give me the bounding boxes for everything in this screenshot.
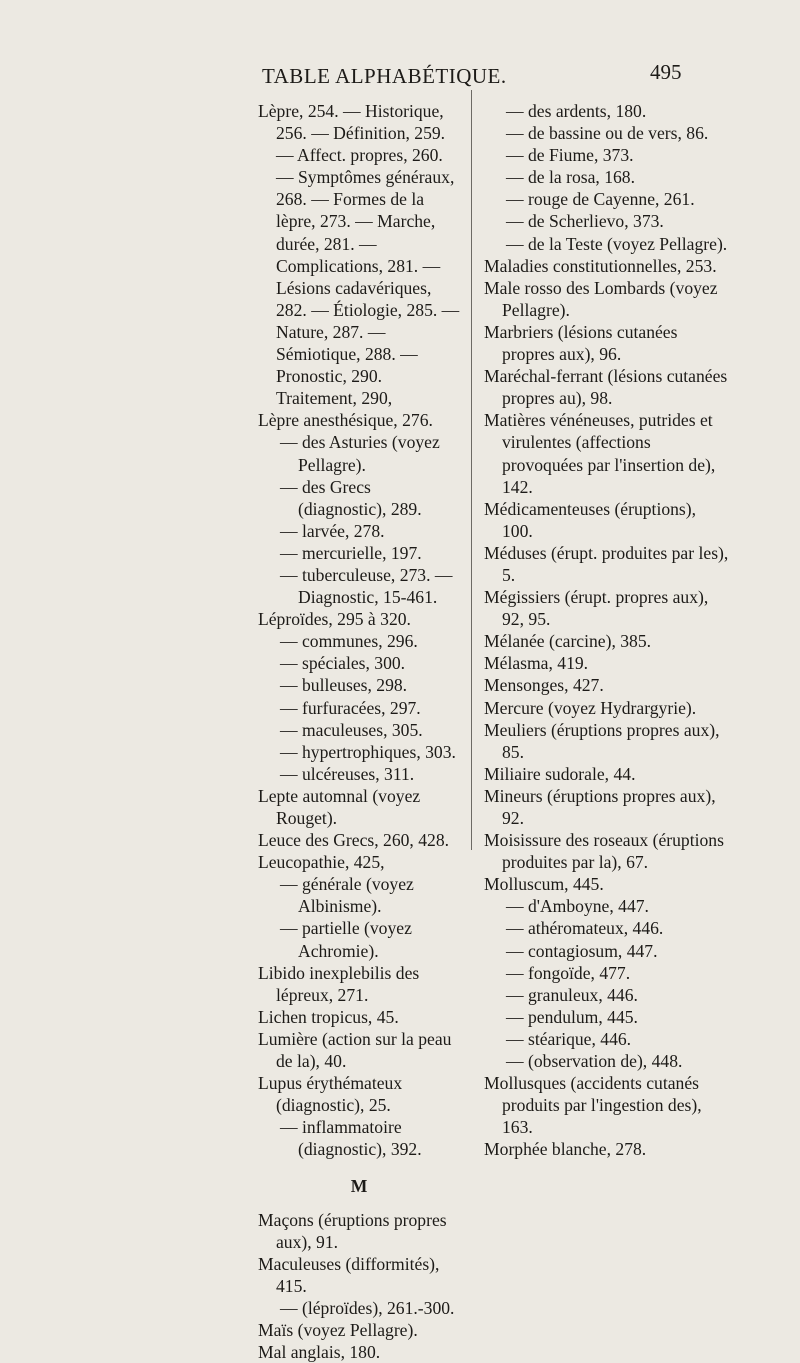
index-subentry: — rouge de Cayenne, 261. xyxy=(506,189,695,210)
index-entry: Maculeuses (difformités), 415. xyxy=(258,1253,440,1296)
index-entry: Lepte automnal (voyez Rouget). xyxy=(258,785,421,828)
index-entry: Lupus érythémateux (diagnostic), 25. xyxy=(258,1073,403,1116)
index-entry: Leuce des Grecs, 260, 428. xyxy=(258,830,450,851)
index-entry: Mélanée (carcine), 385. xyxy=(484,631,652,652)
index-entry: Lumière (action sur la peau de la), 40. xyxy=(258,1028,452,1072)
index-subentry: — stéarique, 446. xyxy=(506,1028,632,1049)
index-subentry: — communes, 296. xyxy=(280,631,418,652)
index-subentry: — pendulum, 445. xyxy=(506,1006,638,1027)
index-column-left xyxy=(258,100,460,1363)
index-entry: Miliaire sudorale, 44. xyxy=(484,763,636,784)
index-subentry: — granuleux, 446. xyxy=(506,984,638,1005)
index-subentry: — (léproïdes), 261.-300. xyxy=(280,1297,455,1318)
index-entry: Molluscum, 445. xyxy=(484,874,604,895)
index-entry: Mensonges, 427. xyxy=(484,675,604,696)
index-entry: Maïs (voyez Pellagre). xyxy=(258,1320,418,1341)
page-number: 495 xyxy=(650,60,682,84)
index-subentry: — larvée, 278. xyxy=(280,520,385,541)
index-entry: Mineurs (éruptions propres aux), 92. xyxy=(484,785,716,828)
index-subentry: — de Scherlievo, 373. xyxy=(506,211,664,232)
index-subentry: — partielle (voyez Achromie). xyxy=(280,918,412,961)
index-entry: Maçons (éruptions propres aux), 91. xyxy=(258,1209,447,1252)
page-header xyxy=(0,58,800,92)
index-entry: Mal anglais, 180. xyxy=(258,1342,381,1363)
index-entry: Leucopathie, 425, xyxy=(258,852,385,873)
index-subentry: — maculeuses, 305. xyxy=(280,719,423,740)
index-entry: Léproïdes, 295 à 320. xyxy=(258,609,411,630)
index-entry: Meuliers (éruptions propres aux), 85. xyxy=(484,719,720,762)
index-entry: Mégissiers (érupt. propres aux), 92, 95. xyxy=(484,587,709,630)
index-entry: Mélasma, 419. xyxy=(484,653,589,674)
section-letter: M xyxy=(350,1175,368,1196)
index-subentry: — tuberculeuse, 273. — Diagnostic, 15-461. xyxy=(280,564,453,608)
index-subentry: — ulcéreuses, 311. xyxy=(280,763,415,784)
index-subentry: — inflammatoire (diagnostic), 392. xyxy=(280,1117,422,1160)
index-entry: Méduses (érupt. produites par les), 5. xyxy=(484,542,729,585)
index-entry: Matières vénéneuses, putrides et virulentes (affections provoquées par l'insertion de), 142. xyxy=(484,410,716,497)
index-subentry: — hypertrophiques, 303. xyxy=(280,741,456,762)
index-entry: Mollusques (accidents cutanés produits par l'ingestion des), 163. xyxy=(484,1073,702,1138)
index-subentry: — athéromateux, 446. xyxy=(506,918,664,939)
column-divider xyxy=(471,90,472,850)
index-subentry: — furfuracées, 297. xyxy=(280,697,421,718)
index-column-right xyxy=(484,100,729,1161)
index-subentry: — bulleuses, 298. xyxy=(280,675,408,696)
index-subentry: — (observation de), 448. xyxy=(506,1051,683,1072)
running-title: TABLE ALPHABÉTIQUE. xyxy=(262,64,507,88)
index-entry: Morphée blanche, 278. xyxy=(484,1139,647,1160)
index-subentry: — des Grecs (diagnostic), 289. xyxy=(280,476,422,519)
index-subentry: — de Fiume, 373. xyxy=(506,145,634,166)
index-entry: Lichen tropicus, 45. xyxy=(258,1006,399,1027)
index-subentry: — de la Teste (voyez Pellagre). xyxy=(506,233,728,254)
index-subentry: — de bassine ou de vers, 86. xyxy=(506,123,709,144)
index-entry: Libido inexplebilis des lépreux, 271. xyxy=(258,962,420,1005)
index-entry: Male rosso des Lombards (voyez Pellagre). xyxy=(484,277,718,320)
index-subentry: — de la rosa, 168. xyxy=(506,167,635,188)
index-entry: Lèpre, 254. — Historique, 256. — Définition, 259. — Affect. propres, 260. — Symptômes généraux, 268. — Formes de la lèpre, 273. — Marche, durée, 281. — Complications, 281. — Lésions cadavériques, 282. — Étiologie, 285. — Nature, 287. — Sémiotique, 288. — Pronostic, 290. Traitement, 290, xyxy=(258,101,460,409)
index-subentry: — contagiosum, 447. xyxy=(506,940,658,961)
index-entry: Maréchal-ferrant (lésions cutanées propres au), 98. xyxy=(484,366,728,409)
index-subentry: — d'Amboyne, 447. xyxy=(506,896,649,917)
index-entry: Lèpre anesthésique, 276. xyxy=(258,410,433,431)
index-subentry: — générale (voyez Albinisme). xyxy=(280,874,414,917)
index-subentry: — fongoïde, 477. xyxy=(506,962,631,983)
index-entry: Médicamenteuses (éruptions), 100. xyxy=(484,498,697,541)
index-subentry: — spéciales, 300. xyxy=(280,653,406,674)
index-entry: Mercure (voyez Hydrargyrie). xyxy=(484,697,697,718)
index-subentry: — des ardents, 180. xyxy=(506,101,647,121)
index-entry: Moisissure des roseaux (éruptions produites par la), 67. xyxy=(484,830,724,873)
index-subentry: — des Asturies (voyez Pellagre). xyxy=(280,432,440,475)
index-subentry: — mercurielle, 197. xyxy=(280,542,422,563)
index-entry: Maladies constitutionnelles, 253. xyxy=(484,255,717,276)
index-entry: Marbriers (lésions cutanées propres aux), 96. xyxy=(484,321,678,365)
